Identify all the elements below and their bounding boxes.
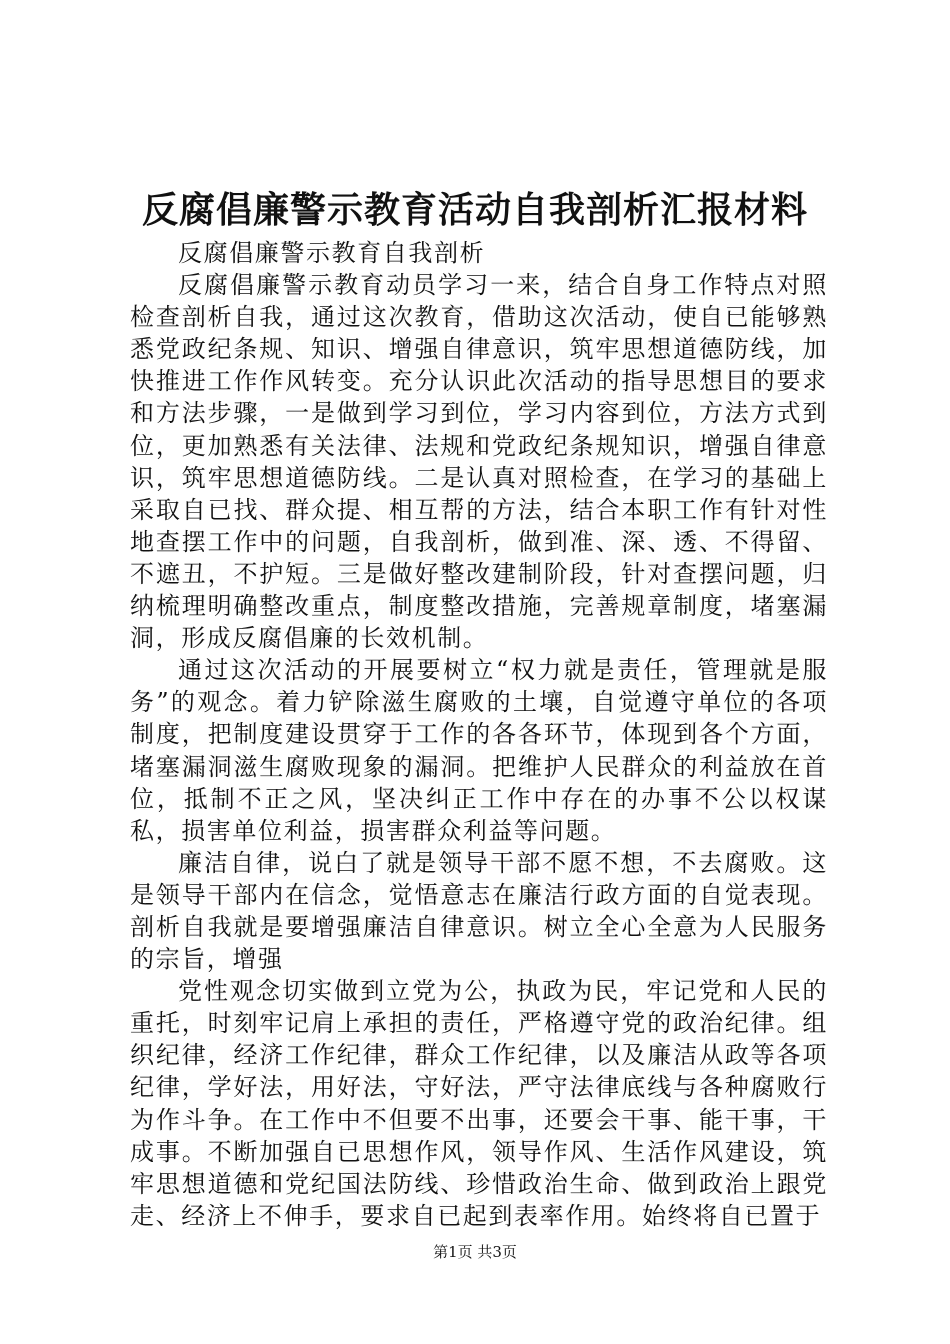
body-paragraph: 通过这次活动的开展要树立“权力就是责任，管理就是服务”的观念。着力铲除滋生腐败的土壤，自觉遵守单位的各项制度，把制度建设贯穿于工作的各各环节，体现到各个方面，堵塞漏洞滋生腐败现象的漏洞。把维护人民群众的利益放在首位，抵制不正之风，坚决纠正工作中存在的办事不公以权谋私，损害单位利益，损害群众利益等问题。 (130, 656, 828, 845)
document-body (130, 237, 828, 1232)
page-number-footer: 第1页 共3页 (433, 1243, 517, 1261)
document-title: 反腐倡廉警示教育活动自我剖析汇报材料 (141, 189, 808, 231)
subtitle-paragraph: 反腐倡廉警示教育自我剖析 (178, 239, 486, 267)
body-paragraph: 廉洁自律，说白了就是领导干部不愿不想，不去腐败。这是领导干部内在信念，觉悟意志在廉洁行政方面的自觉表现。剖析自我就是要增强廉洁自律意识。树立全心全意为人民服务的宗旨，增强 (130, 848, 828, 974)
body-paragraph: 党性观念切实做到立党为公，执政为民，牢记党和人民的重托，时刻牢记肩上承担的责任，严格遵守党的政治纪律。组织纪律，经济工作纪律，群众工作纪律，以及廉洁从政等各项纪律，学好法，用好法，守好法，严守法律底线与各种腐败行为作斗争。在工作中不但要不出事，还要会干事、能干事，干成事。不断加强自已思想作风，领导作风、生活作风建设，筑牢思想道德和党纪国法防线、珍惜政治生命、做到政治上跟党走、经济上不伸手，要求自已起到表率作用。始终将自已置于 (130, 977, 828, 1230)
body-paragraph: 反腐倡廉警示教育动员学习一来，结合自身工作特点对照检查剖析自我，通过这次教育，借助这次活动，使自已能够熟悉党政纪条规、知识、增强自律意识，筑牢思想道德防线，加快推进工作作风转变。充分认识此次活动的指导思想目的要求和方法步骤，一是做到学习到位，学习内容到位，方法方式到位，更加熟悉有关法律、法规和党政纪条规知识，增强自律意识，筑牢思想道德防线。二是认真对照检查，在学习的基础上采取自已找、群众提、相互帮的方法，结合本职工作有针对性地查摆工作中的问题，自我剖析，做到准、深、透、不得留、不遮丑，不护短。三是做好整改建制阶段，针对查摆问题，归纳梳理明确整改重点，制度整改措施，完善规章制度，堵塞漏洞，形成反腐倡廉的长效机制。 (130, 271, 828, 653)
